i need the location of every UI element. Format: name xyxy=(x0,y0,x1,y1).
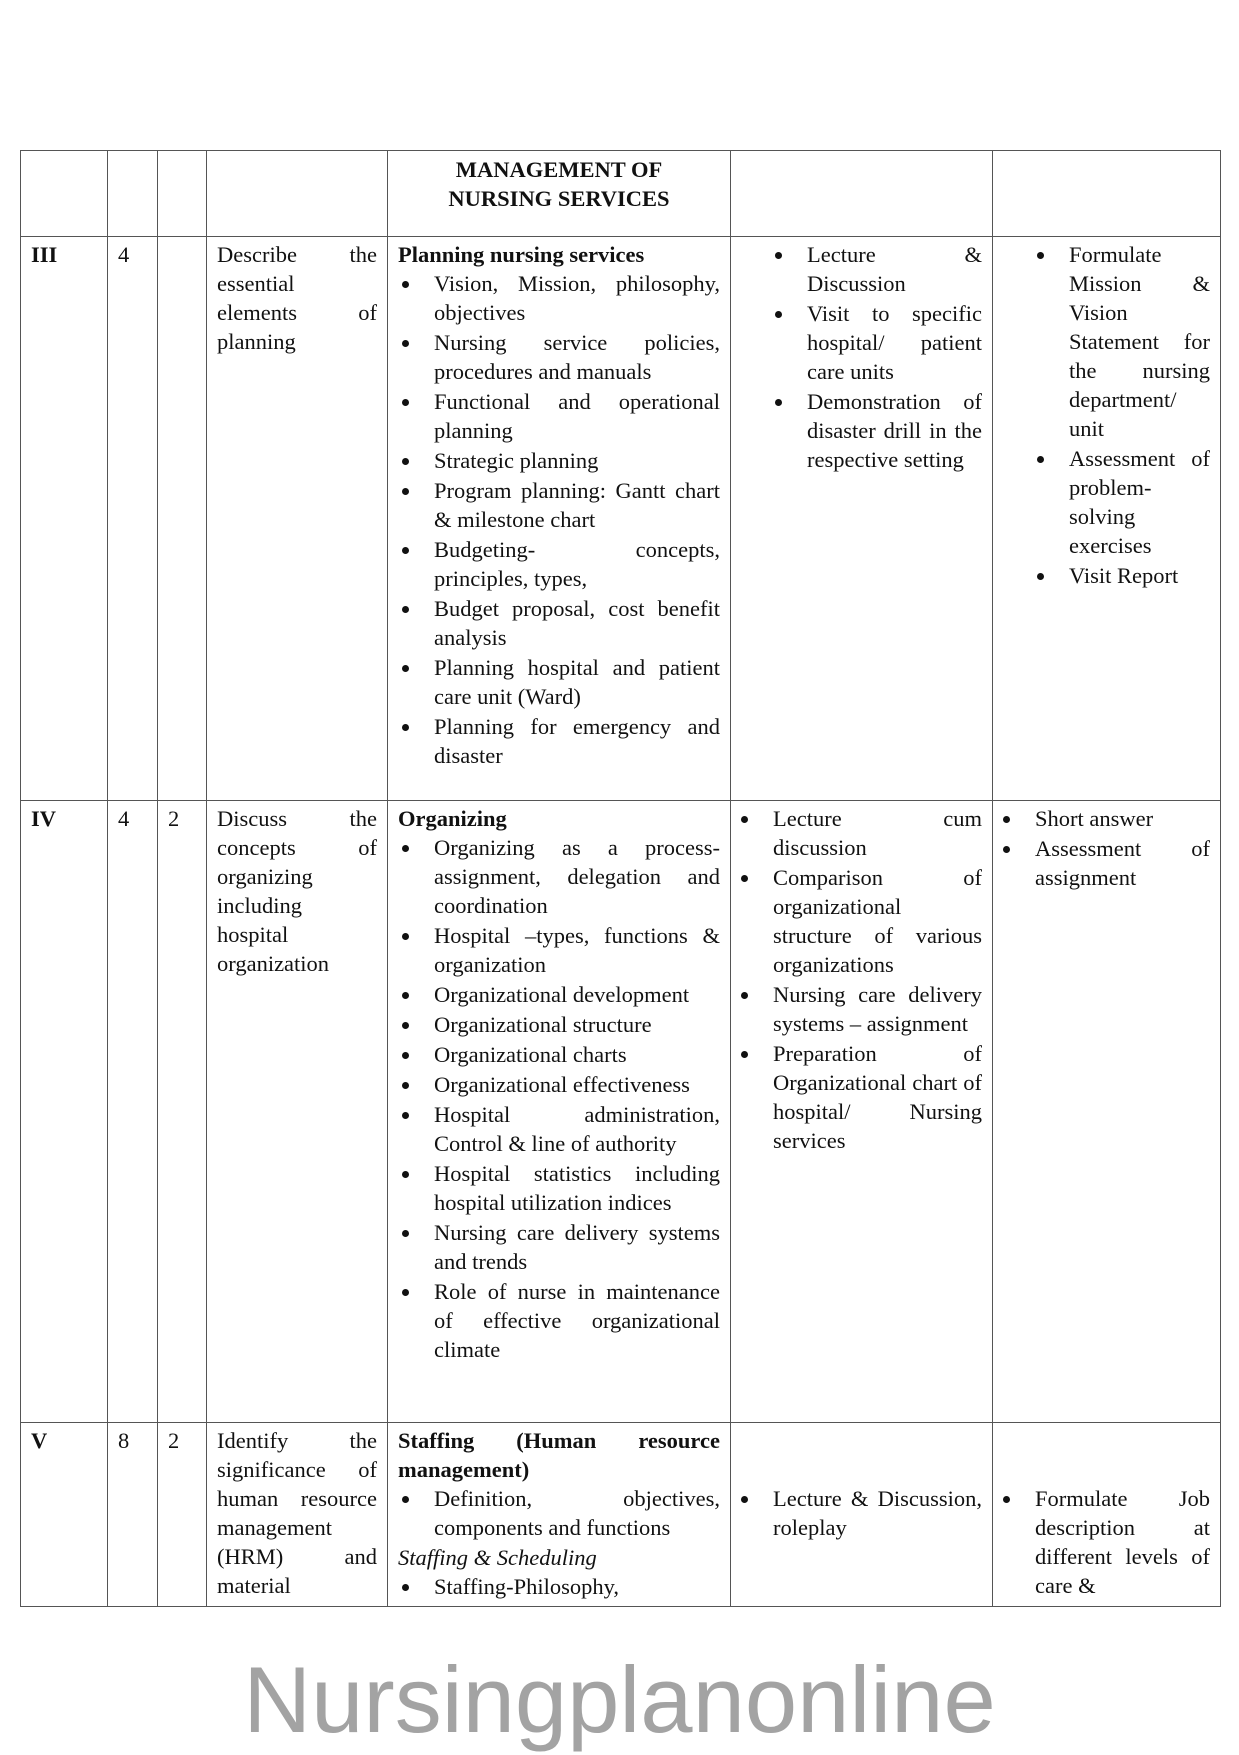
topic-title: Staffing (Human resource management) xyxy=(398,1428,720,1482)
topic-content xyxy=(388,801,731,1423)
header-cell-theory xyxy=(108,151,158,237)
bullet-icon xyxy=(402,399,409,406)
bullet-icon xyxy=(402,281,409,288)
bullet-icon xyxy=(741,1496,748,1503)
list-item: Vision, Mission, philosophy, objectives xyxy=(398,269,720,327)
bullet-icon xyxy=(741,816,748,823)
watermark-text: Nursingplanonline xyxy=(243,1647,996,1752)
theory-hours: 4 xyxy=(108,237,158,801)
list-item: Assessment of problem-solving exercises xyxy=(1033,444,1210,560)
list-item: Hospital administration, Control & line of authority xyxy=(398,1100,720,1158)
topic-list xyxy=(398,833,720,1364)
list-item: Planning for emergency and disaster xyxy=(398,712,720,770)
list-item: Lecture & Discussion, roleplay xyxy=(737,1484,982,1542)
assessment-list xyxy=(999,1426,1210,1600)
topic-title: Organizing xyxy=(398,806,507,831)
bullet-icon xyxy=(402,665,409,672)
topic-list xyxy=(398,269,720,770)
list-item: Hospital –types, functions & organization xyxy=(398,921,720,979)
assessment-list xyxy=(1033,240,1210,590)
bullet-icon xyxy=(402,1112,409,1119)
list-item: Role of nurse in maintenance of effective organizational climate xyxy=(398,1277,720,1364)
bullet-icon xyxy=(1037,573,1044,580)
bullet-icon xyxy=(741,1051,748,1058)
syllabus-table xyxy=(20,150,1221,1607)
assessment-list xyxy=(999,804,1210,892)
bullet-icon xyxy=(402,1584,409,1591)
topic-list xyxy=(398,1484,720,1542)
practical-hours: 2 xyxy=(158,1423,207,1607)
bullet-icon xyxy=(775,252,782,259)
list-item: Nursing service policies, procedures and manuals xyxy=(398,328,720,386)
bullet-icon xyxy=(402,340,409,347)
bullet-icon xyxy=(402,1496,409,1503)
teaching-methods xyxy=(731,801,993,1423)
learning-objective: Identify the significance of human resource management (HRM) and material xyxy=(207,1423,388,1607)
list-item: Visit to specific hospital/ patient care units xyxy=(771,299,982,386)
bullet-icon xyxy=(402,724,409,731)
bullet-icon xyxy=(741,875,748,882)
bullet-icon xyxy=(1003,846,1010,853)
list-item: Comparison of organizational structure of various organizations xyxy=(737,863,982,979)
assessment-methods xyxy=(993,1423,1221,1607)
bullet-icon xyxy=(1037,456,1044,463)
list-item: Formulate Mission & Vision Statement for the nursing department/ unit xyxy=(1033,240,1210,443)
topic-content xyxy=(388,237,731,801)
bullet-icon xyxy=(402,933,409,940)
section-title xyxy=(388,151,731,237)
list-item: Demonstration of disaster drill in the respective setting xyxy=(771,387,982,474)
table-row-unit-iv xyxy=(21,801,1221,1423)
list-item: Lecture cum discussion xyxy=(737,804,982,862)
unit-number: III xyxy=(21,237,108,801)
learning-objective: Discuss the concepts of organizing including hospital organization xyxy=(207,801,388,1423)
list-item: Organizational development xyxy=(398,980,720,1009)
header-cell-practical xyxy=(158,151,207,237)
list-item: Short answer xyxy=(999,804,1210,833)
topic-content xyxy=(388,1423,731,1607)
methods-list xyxy=(771,240,982,474)
assessment-methods xyxy=(993,237,1221,801)
bullet-icon xyxy=(402,1230,409,1237)
header-cell-methods xyxy=(731,151,993,237)
list-item: Formulate Job description at different levels of care & xyxy=(999,1484,1210,1600)
topic-list-2 xyxy=(398,1572,720,1601)
methods-list xyxy=(737,804,982,1155)
list-item: Hospital statistics including hospital utilization indices xyxy=(398,1159,720,1217)
bullet-icon xyxy=(402,1082,409,1089)
bullet-icon xyxy=(402,1052,409,1059)
section-title-line1: MANAGEMENT OF xyxy=(455,157,663,182)
list-item: Functional and operational planning xyxy=(398,387,720,445)
unit-number: V xyxy=(21,1423,108,1607)
topic-title: Planning nursing services xyxy=(398,242,645,267)
bullet-icon xyxy=(402,458,409,465)
list-item: Assessment of assignment xyxy=(999,834,1210,892)
bullet-icon xyxy=(775,311,782,318)
table-row-unit-iii xyxy=(21,237,1221,801)
table-row-unit-v xyxy=(21,1423,1221,1607)
bullet-icon xyxy=(402,992,409,999)
bullet-icon xyxy=(1037,252,1044,259)
bullet-icon xyxy=(741,992,748,999)
bullet-icon xyxy=(402,1289,409,1296)
bullet-icon xyxy=(1003,1496,1010,1503)
list-item: Definition, objectives, components and functions xyxy=(398,1484,720,1542)
list-item: Preparation of Organizational chart of hospital/ Nursing services xyxy=(737,1039,982,1155)
bullet-icon xyxy=(402,606,409,613)
theory-hours: 4 xyxy=(108,801,158,1423)
list-item: Planning hospital and patient care unit (Ward) xyxy=(398,653,720,711)
list-item: Nursing care delivery systems – assignment xyxy=(737,980,982,1038)
list-item: Organizing as a process- assignment, delegation and coordination xyxy=(398,833,720,920)
bullet-icon xyxy=(402,1171,409,1178)
list-item: Organizational charts xyxy=(398,1040,720,1069)
list-item: Staffing-Philosophy, xyxy=(398,1572,720,1601)
teaching-methods xyxy=(731,237,993,801)
unit-number: IV xyxy=(21,801,108,1423)
header-cell-objective xyxy=(207,151,388,237)
bullet-icon xyxy=(402,1022,409,1029)
methods-list xyxy=(737,1426,982,1542)
list-item: Budget proposal, cost benefit analysis xyxy=(398,594,720,652)
section-title-line2: NURSING SERVICES xyxy=(448,186,670,211)
list-item: Lecture & Discussion xyxy=(771,240,982,298)
bullet-icon xyxy=(775,399,782,406)
list-item: Visit Report xyxy=(1033,561,1210,590)
table-header-row xyxy=(21,151,1221,237)
teaching-methods xyxy=(731,1423,993,1607)
list-item: Program planning: Gantt chart & milestone chart xyxy=(398,476,720,534)
theory-hours: 8 xyxy=(108,1423,158,1607)
practical-hours: 2 xyxy=(158,801,207,1423)
list-item: Organizational effectiveness xyxy=(398,1070,720,1099)
assessment-methods xyxy=(993,801,1221,1423)
header-cell-unit xyxy=(21,151,108,237)
topic-subheading: Staffing & Scheduling xyxy=(398,1545,597,1570)
list-item: Strategic planning xyxy=(398,446,720,475)
bullet-icon xyxy=(402,845,409,852)
list-item: Nursing care delivery systems and trends xyxy=(398,1218,720,1276)
practical-hours xyxy=(158,237,207,801)
bullet-icon xyxy=(402,488,409,495)
learning-objective: Describe the essential elements of planning xyxy=(207,237,388,801)
bullet-icon xyxy=(402,547,409,554)
bullet-icon xyxy=(1003,816,1010,823)
list-item: Organizational structure xyxy=(398,1010,720,1039)
list-item: Budgeting- concepts, principles, types, xyxy=(398,535,720,593)
header-cell-assessment xyxy=(993,151,1221,237)
